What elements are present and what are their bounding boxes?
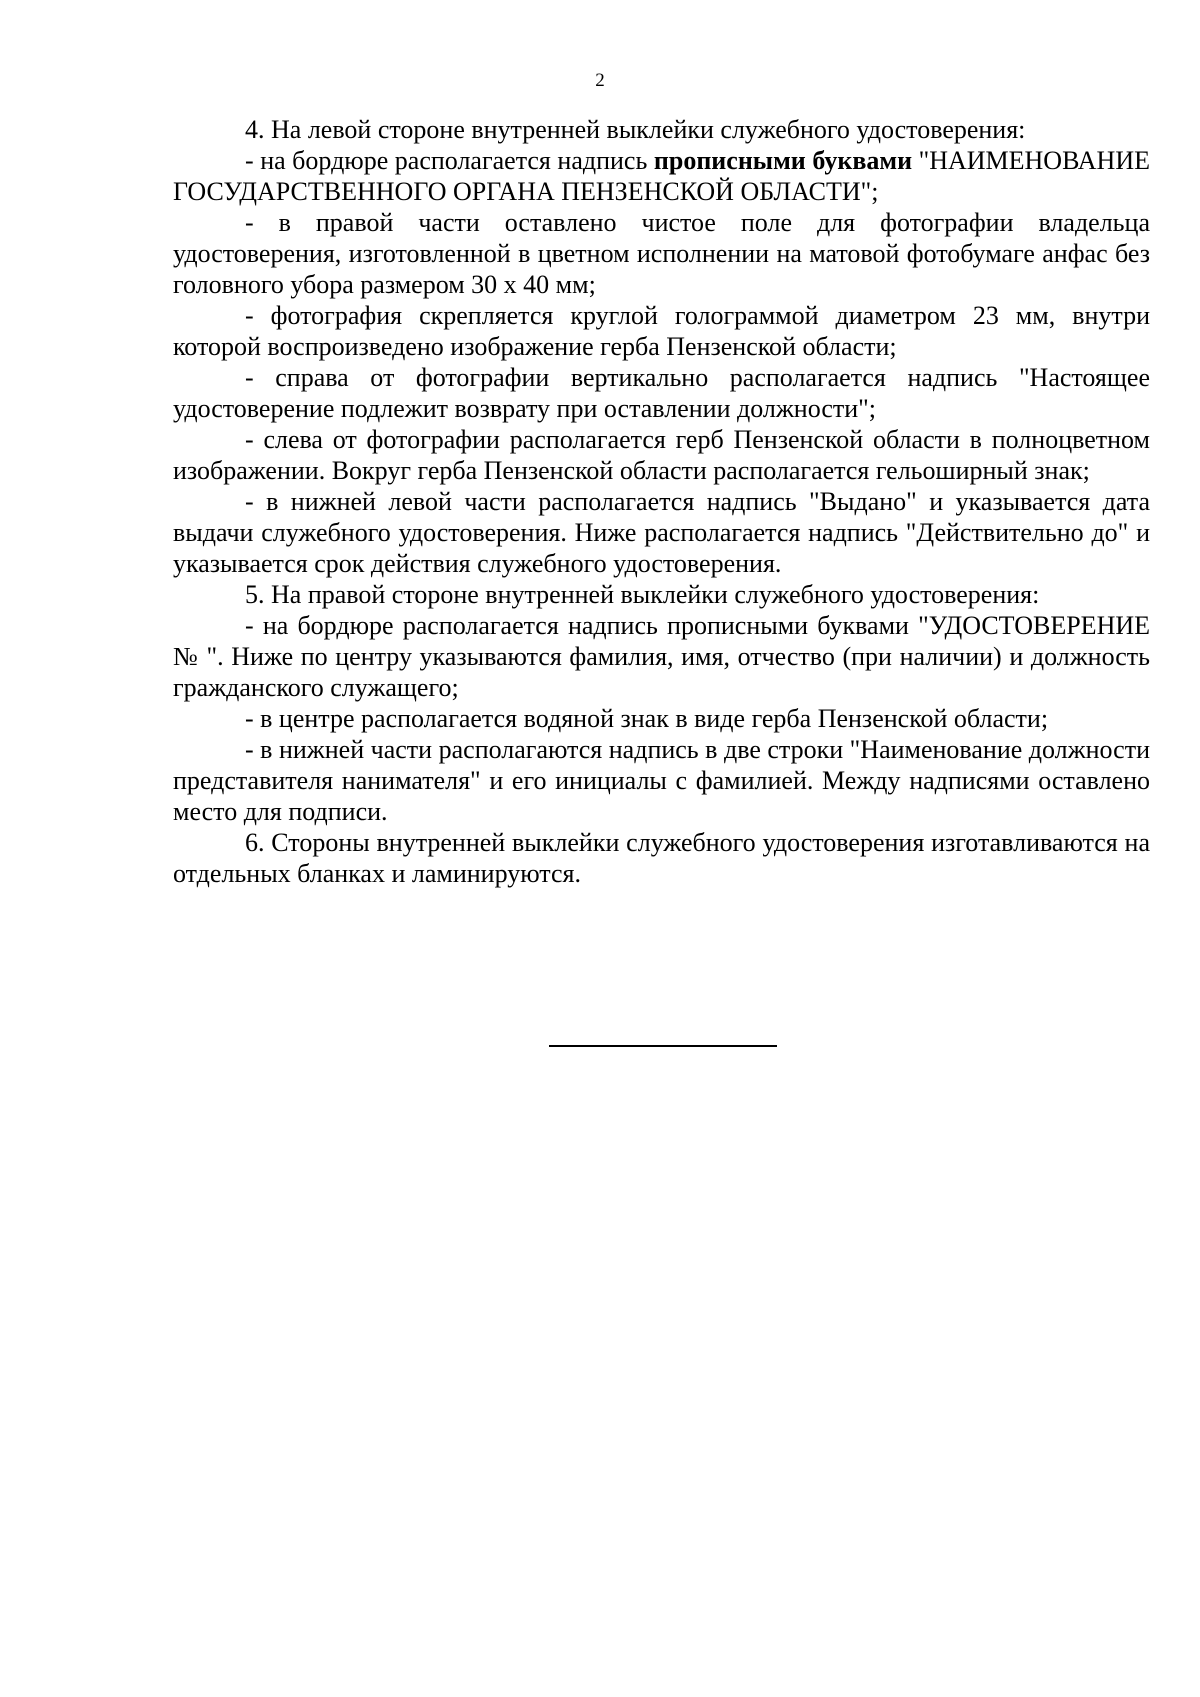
document-body [173,114,1150,889]
paragraph-photo-field: - в правой части оставлено чистое поле для фотографии владельца удостоверения, изготовленной в цветном исполнении на матовой фотобумаге анфас без головного убора размером 30 х 40 мм; [173,208,1150,299]
paragraph-vertical-inscription: - справа от фотографии вертикально располагается надпись "Настоящее удостоверение подлежит возврату при оставлении должности"; [173,363,1150,423]
paragraph-signature-area: - в нижней части располагаются надпись в две строки "Наименование должности представителя нанимателя" и его инициалы с фамилией. Между надписями оставлено место для подписи. [173,735,1150,826]
paragraph-certificate-inscription: - на бордюре располагается надпись прописными буквами "УДОСТОВЕРЕНИЕ № ". Ниже по центру указываются фамилия, имя, отчество (при наличии) и должность гражданского служащего; [173,611,1150,702]
paragraph-section-5-heading: 5. На правой стороне внутренней выклейки служебного удостоверения: [245,580,1040,609]
paragraph-text: "НАИМЕНОВАНИЕ ГОСУДАРСТВЕННОГО ОРГАНА ПЕНЗЕНСКОЙ ОБЛАСТИ"; [173,146,1150,206]
paragraph-section-4-heading: 4. На левой стороне внутренней выклейки служебного удостоверения: [245,115,1026,144]
paragraph-issue-date: - в нижней левой части располагается надпись "Выдано" и указывается дата выдачи служебного удостоверения. Ниже располагается надпись "Действительно до" и указывается срок действия служебного удостоверения. [173,487,1150,578]
paragraph-coat-of-arms: - слева от фотографии располагается герб Пензенской области в полноцветном изображении. Вокруг герба Пензенской области располагается гельоширный знак; [173,425,1150,485]
paragraph-border-inscription [173,145,1150,207]
page-number: 2 [595,70,605,91]
paragraph-text: - на бордюре располагается надпись [245,146,654,175]
bold-phrase: прописными буквами [653,146,913,175]
paragraph-watermark: - в центре располагается водяной знак в виде герба Пензенской области; [245,704,1049,733]
paragraph-hologram: - фотография скрепляется круглой голограммой диаметром 23 мм, внутри которой воспроизведено изображение герба Пензенской области; [173,301,1150,361]
paragraph-section-6: 6. Стороны внутренней выклейки служебного удостоверения изготавливаются на отдельных бланках и ламинируются. [173,828,1150,888]
end-divider-line [549,1045,777,1047]
